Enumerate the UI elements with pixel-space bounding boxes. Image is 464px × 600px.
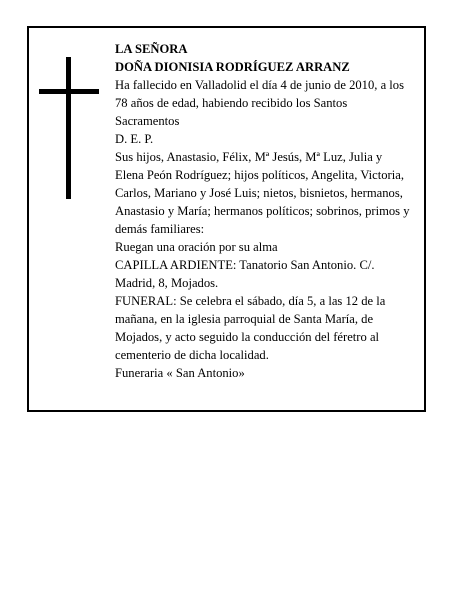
- death-announcement: Ha fallecido en Valladolid el día 4 de junio de 2010, a los 78 años de edad, habiendo recibido los Santos Sacramentos: [115, 78, 404, 128]
- prayer-request: Ruegan una oración por su alma: [115, 240, 278, 254]
- cross-horizontal-bar: [39, 89, 99, 94]
- title-line-1: LA SEÑORA: [115, 42, 188, 56]
- deceased-name: DOÑA DIONISIA RODRÍGUEZ ARRANZ: [115, 60, 350, 74]
- family-list: Sus hijos, Anastasio, Félix, Mª Jesús, Mª Luz, Julia y Elena Peón Rodríguez; hijos políticos, Angelita, Victoria, Carlos, Mariano y José Luis; nietos, bisnietos, hermanos, Anastasio y María; hermanos políticos; sobrinos, primos y demás familiares:: [115, 150, 410, 236]
- funeral-chapel: CAPILLA ARDIENTE: Tanatorio San Antonio. C/. Madrid, 8, Mojados.: [115, 258, 375, 290]
- rest-in-peace: D. E. P.: [115, 132, 154, 146]
- funeral-details: FUNERAL: Se celebra el sábado, día 5, a las 12 de la mañana, en la iglesia parroquial de Santa María, de Mojados, y acto seguido la conducción del féretro al cementerio de dicha localidad.: [115, 294, 386, 362]
- obituary-notice: [27, 26, 426, 412]
- obituary-text: [115, 40, 413, 382]
- cross-vertical-bar: [66, 57, 71, 199]
- cross-icon: [39, 57, 99, 199]
- funeral-home: Funeraria « San Antonio»: [115, 366, 245, 380]
